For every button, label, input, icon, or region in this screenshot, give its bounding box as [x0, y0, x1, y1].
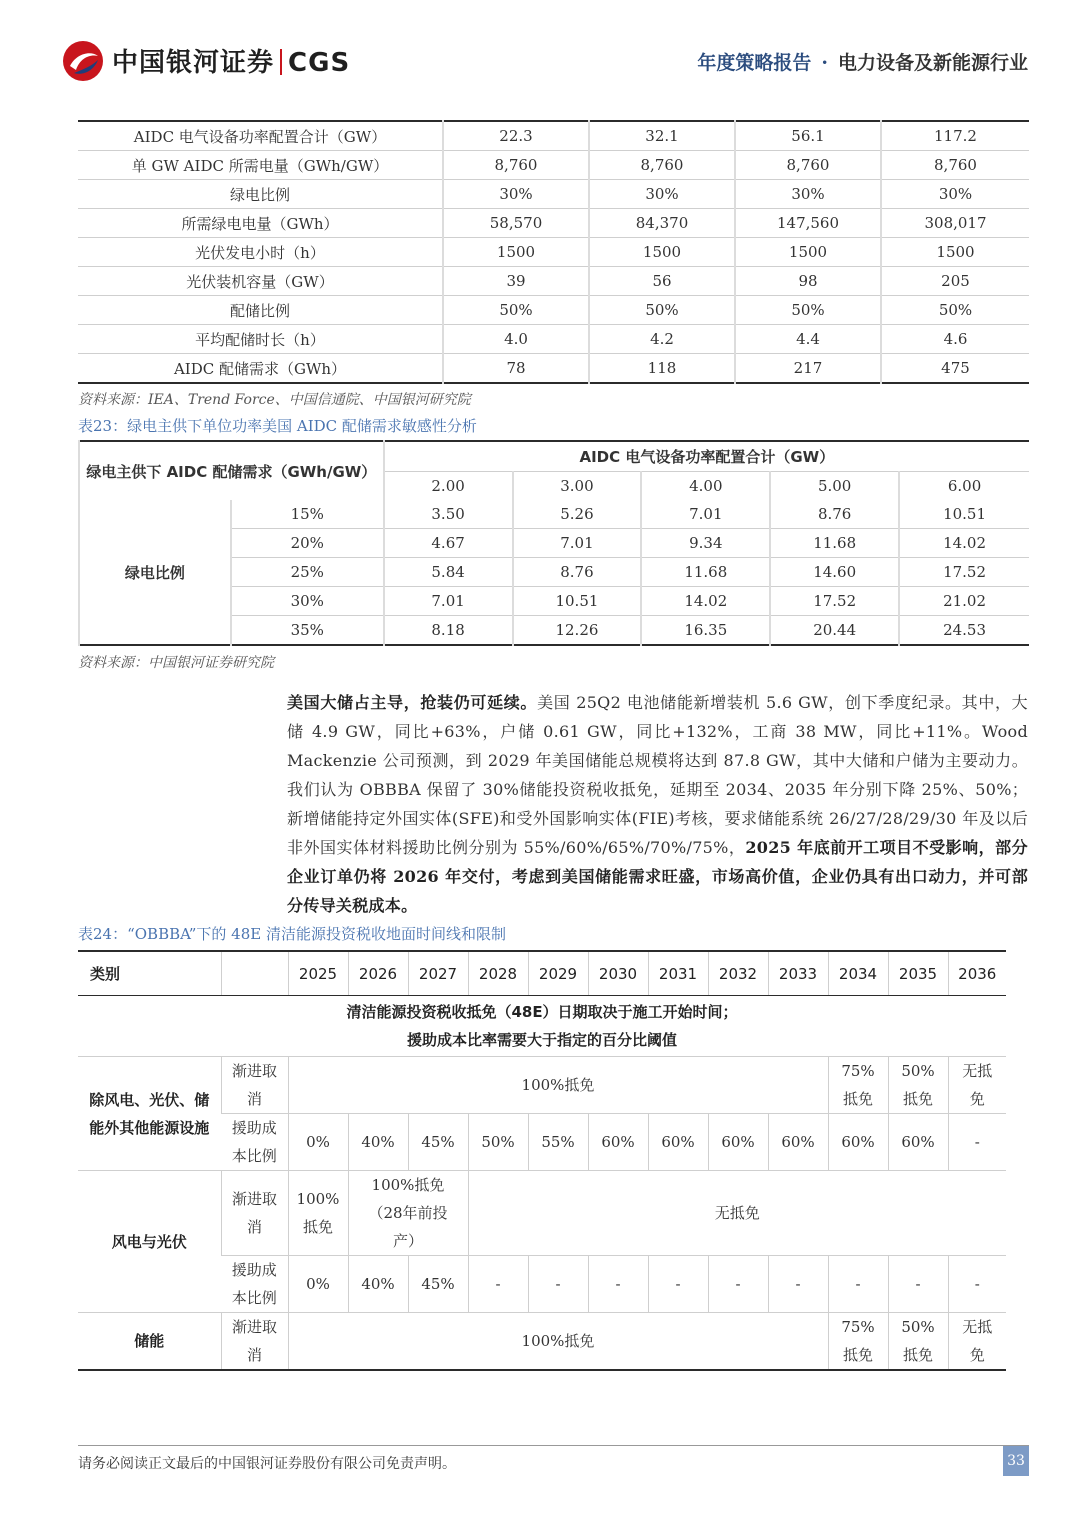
table1-row: [78, 151, 1029, 180]
table1-cell: 1500: [443, 238, 589, 267]
table1-row: [78, 267, 1029, 296]
year-header: 2031: [648, 951, 708, 996]
aid-ratio-cell: 0%: [288, 1256, 348, 1313]
table2-cell: 7.01: [384, 587, 513, 616]
aid-ratio-cell: 40%: [348, 1114, 408, 1171]
aidc-storage-table: [78, 120, 1029, 384]
other-phaseout-2036: 无抵免: [948, 1057, 1006, 1114]
table1-cell: 117.2: [881, 121, 1029, 151]
aid-ratio-cell: -: [768, 1256, 828, 1313]
aid-ratio-cell: 60%: [708, 1114, 768, 1171]
table2-cell: 8.18: [384, 616, 513, 646]
table1-row-label: 光伏装机容量（GW）: [78, 267, 443, 296]
aid-ratio-cell: -: [468, 1256, 528, 1313]
footer-divider: [78, 1445, 1029, 1446]
other-phaseout-main: 100%抵免: [288, 1057, 828, 1114]
table1-row: [78, 238, 1029, 267]
storage-phaseout-2034: 75%抵免: [828, 1313, 888, 1371]
aid-ratio-cell: 45%: [408, 1256, 468, 1313]
para-body: 美国 25Q2 电池储能新增装机 5.6 GW，创下季度纪录。其中，大储 4.9 GW，同比+63%，户储 0.61 GW，同比+132%，工商 38 MW，同比+11%。Wood Mackenzie 公司预测，到 2029 年美国储能总规模将达到 87.8 GW，其中大储和户储为主要动力。我们认为 OBBBA 保留了 30%储能投资税收抵免，延期至 2034、2035 年分别下降 25%、50%；新增储能持定外国实体(SFE)和受外国影响实体(FIE)考核，要求储能系统 26/27/28/29/30 年及以后非外国实体材料援助比例分别为 55%/60%/65%/70%/75%，: [287, 693, 1028, 857]
table1-cell: 56.1: [735, 121, 881, 151]
year-header: 2028: [468, 951, 528, 996]
table1-cell: 78: [443, 354, 589, 384]
table2-ratio: 30%: [231, 587, 384, 616]
table2-cell: 8.76: [513, 558, 642, 587]
table1-cell: 1500: [589, 238, 735, 267]
table1-cell: 4.2: [589, 325, 735, 354]
table1-cell: 217: [735, 354, 881, 384]
cgs-logo-icon: [62, 40, 104, 82]
year-header: 2033: [768, 951, 828, 996]
aid-ratio-cell: -: [948, 1256, 1006, 1313]
table1-row-label: 绿电比例: [78, 180, 443, 209]
table1-cell: 30%: [589, 180, 735, 209]
table3-caption: 表24：“OBBBA”下的 48E 清洁能源投资税收地面时间线和限制: [78, 925, 506, 943]
aid-ratio-cell: 60%: [648, 1114, 708, 1171]
year-header: 2034: [828, 951, 888, 996]
other-phaseout-label: 渐进取消: [221, 1057, 288, 1114]
table1-cell: 4.4: [735, 325, 881, 354]
para-tail: 2025 年底前开工项目不受影响，部分企业订单仍将 2026 年交付，考虑到美国储能需求旺盛，市场高价值，企业仍具有出口动力，并可部分传导关税成本。: [287, 838, 1028, 915]
table2-cell: 17.52: [899, 558, 1029, 587]
year-header: 2025: [288, 951, 348, 996]
table2-cell: 10.51: [513, 587, 642, 616]
ws-phaseout-label: 渐进取消: [221, 1171, 288, 1256]
ws-phaseout-2025: 100%抵免: [288, 1171, 348, 1256]
corner-label: 绿电主供下 AIDC 配储需求（GWh/GW）: [79, 441, 384, 500]
obbba-48e-table: [78, 950, 1006, 1371]
table2-cell: 21.02: [899, 587, 1029, 616]
aid-ratio-cell: -: [948, 1114, 1006, 1171]
year-header: 2035: [888, 951, 948, 996]
table2-cell: 7.01: [513, 529, 642, 558]
table1-cell: 84,370: [589, 209, 735, 238]
table2-cell: 10.51: [899, 500, 1029, 529]
industry-name: 电力设备及新能源行业: [837, 52, 1028, 74]
body-paragraph: [287, 688, 1028, 920]
table1-cell: 8,760: [881, 151, 1029, 180]
aid-ratio-cell: 60%: [828, 1114, 888, 1171]
report-type: 年度策略报告: [697, 52, 812, 74]
table2-cell: 12.26: [513, 616, 642, 646]
year-header: 2030: [588, 951, 648, 996]
table2-cell: 9.34: [641, 529, 770, 558]
table2-col-header: 6.00: [899, 471, 1029, 500]
year-header: 2036: [948, 951, 1006, 996]
table1-cell: 58,570: [443, 209, 589, 238]
table1-cell: 1500: [735, 238, 881, 267]
table2-col-header: 3.00: [513, 471, 642, 500]
table2-cell: 7.01: [641, 500, 770, 529]
aid-ratio-cell: -: [708, 1256, 768, 1313]
table2-cell: 8.76: [770, 500, 899, 529]
table1-row-label: 所需绿电电量（GWh）: [78, 209, 443, 238]
aid-ratio-cell: 60%: [888, 1114, 948, 1171]
aid-ratio-cell: 60%: [588, 1114, 648, 1171]
table2-cell: 4.67: [384, 529, 513, 558]
table1-cell: 4.6: [881, 325, 1029, 354]
48e-note: 清洁能源投资税收抵免（48E）日期取决于施工开始时间； 援助成本比率需要大于指定的百分比阈值: [78, 996, 1006, 1057]
table2-cell: 20.44: [770, 616, 899, 646]
table2-ratio: 20%: [231, 529, 384, 558]
table2-col-header: 5.00: [770, 471, 899, 500]
table2-cell: 14.02: [641, 587, 770, 616]
table1-cell: 8,760: [443, 151, 589, 180]
table1-cell: 50%: [589, 296, 735, 325]
table1-cell: 118: [589, 354, 735, 384]
page-number: 33: [1003, 1446, 1029, 1476]
aid-ratio-cell: -: [588, 1256, 648, 1313]
col-group-label: AIDC 电气设备功率配置合计（GW）: [384, 441, 1029, 471]
table2-cell: 17.52: [770, 587, 899, 616]
aid-ratio-cell: -: [888, 1256, 948, 1313]
aid-ratio-cell: 0%: [288, 1114, 348, 1171]
table1-cell: 32.1: [589, 121, 735, 151]
table1-row: [78, 121, 1029, 151]
storage-phaseout-label: 渐进取消: [221, 1313, 288, 1371]
table1-row-label: 平均配储时长（h）: [78, 325, 443, 354]
table1-cell: 8,760: [589, 151, 735, 180]
table1-cell: 50%: [881, 296, 1029, 325]
table2-caption: 表23：绿电主供下单位功率美国 AIDC 配储需求敏感性分析: [78, 417, 477, 435]
report-title: 年度策略报告 · 电力设备及新能源行业: [697, 52, 1028, 74]
table2-cell: 5.84: [384, 558, 513, 587]
table1-cell: 50%: [735, 296, 881, 325]
ws-phaseout-2026-27: 100%抵免（28年前投产）: [348, 1171, 468, 1256]
table1-source: 资料来源：IEA、Trend Force、中国信通院、中国银河研究院: [78, 392, 471, 408]
table1-cell: 147,560: [735, 209, 881, 238]
ws-aid-label: 援助成本比例: [221, 1256, 288, 1313]
table1-cell: 475: [881, 354, 1029, 384]
table2-cell: 24.53: [899, 616, 1029, 646]
table1-row: [78, 180, 1029, 209]
table1-cell: 39: [443, 267, 589, 296]
table1-cell: 30%: [881, 180, 1029, 209]
table2-cell: 5.26: [513, 500, 642, 529]
aid-ratio-cell: 60%: [768, 1114, 828, 1171]
ws-phaseout-rest: 无抵免: [468, 1171, 1006, 1256]
group-wind-solar-name: 风电与光伏: [78, 1171, 221, 1313]
table2-ratio: 15%: [231, 500, 384, 529]
table2-cell: 11.68: [770, 529, 899, 558]
table1-cell: 308,017: [881, 209, 1029, 238]
table1-row: [78, 296, 1029, 325]
table1-row-label: 单 GW AIDC 所需电量（GWh/GW）: [78, 151, 443, 180]
table1-row-label: 配储比例: [78, 296, 443, 325]
aid-ratio-cell: -: [648, 1256, 708, 1313]
storage-phaseout-2036: 无抵免: [948, 1313, 1006, 1371]
table1-cell: 1500: [881, 238, 1029, 267]
table2-source: 资料来源：中国银河证券研究院: [78, 655, 274, 671]
table2-cell: 11.68: [641, 558, 770, 587]
table1-cell: 205: [881, 267, 1029, 296]
year-header: 2026: [348, 951, 408, 996]
group-storage-name: 储能: [78, 1313, 221, 1371]
aid-ratio-cell: -: [528, 1256, 588, 1313]
brand-name: 中国银河证券: [112, 48, 275, 78]
category-header: 类别: [78, 951, 221, 996]
row-group-label: 绿电比例: [79, 500, 231, 645]
table2-cell: 3.50: [384, 500, 513, 529]
table1-cell: 56: [589, 267, 735, 296]
table2-col-header: 4.00: [641, 471, 770, 500]
table1-row: [78, 325, 1029, 354]
table2-ratio: 35%: [231, 616, 384, 646]
year-header: 2029: [528, 951, 588, 996]
footer-disclaimer: 请务必阅读正文最后的中国银河证券股份有限公司免责声明。: [78, 1456, 456, 1472]
aid-ratio-cell: 40%: [348, 1256, 408, 1313]
brand-abbr: CGS: [288, 48, 351, 78]
table1-cell: 30%: [443, 180, 589, 209]
table2-col-header: 2.00: [384, 471, 513, 500]
table2-ratio: 25%: [231, 558, 384, 587]
table1-row-label: AIDC 配储需求（GWh）: [78, 354, 443, 384]
storage-phaseout-2035: 50%抵免: [888, 1313, 948, 1371]
para-lead: 美国大储占主导，抢装仍可延续。: [287, 693, 538, 712]
table1-row-label: AIDC 电气设备功率配置合计（GW）: [133, 127, 387, 146]
table1-cell: 98: [735, 267, 881, 296]
table2-cell: 14.60: [770, 558, 899, 587]
other-phaseout-2034: 75%抵免: [828, 1057, 888, 1114]
table1-row-label: 光伏发电小时（h）: [78, 238, 443, 267]
table1-cell: 4.0: [443, 325, 589, 354]
table1-cell: 50%: [443, 296, 589, 325]
table1-cell: 30%: [735, 180, 881, 209]
brand-logo: [112, 42, 350, 79]
table1-row: [78, 209, 1029, 238]
table2-cell: 16.35: [641, 616, 770, 646]
table2-cell: 14.02: [899, 529, 1029, 558]
table2-row: [79, 500, 1029, 529]
storage-phaseout-main: 100%抵免: [288, 1313, 828, 1371]
sensitivity-table: [78, 440, 1029, 646]
group-other-name: 除风电、光伏、储能外其他能源设施: [78, 1057, 221, 1171]
year-header: 2027: [408, 951, 468, 996]
other-phaseout-2035: 50%抵免: [888, 1057, 948, 1114]
other-aid-label: 援助成本比例: [221, 1114, 288, 1171]
aid-ratio-cell: 50%: [468, 1114, 528, 1171]
table1-row: [78, 354, 1029, 384]
aid-ratio-cell: -: [828, 1256, 888, 1313]
aid-ratio-cell: 45%: [408, 1114, 468, 1171]
year-header: 2032: [708, 951, 768, 996]
table1-cell: 8,760: [735, 151, 881, 180]
table1-cell: 22.3: [443, 121, 589, 151]
aid-ratio-cell: 55%: [528, 1114, 588, 1171]
